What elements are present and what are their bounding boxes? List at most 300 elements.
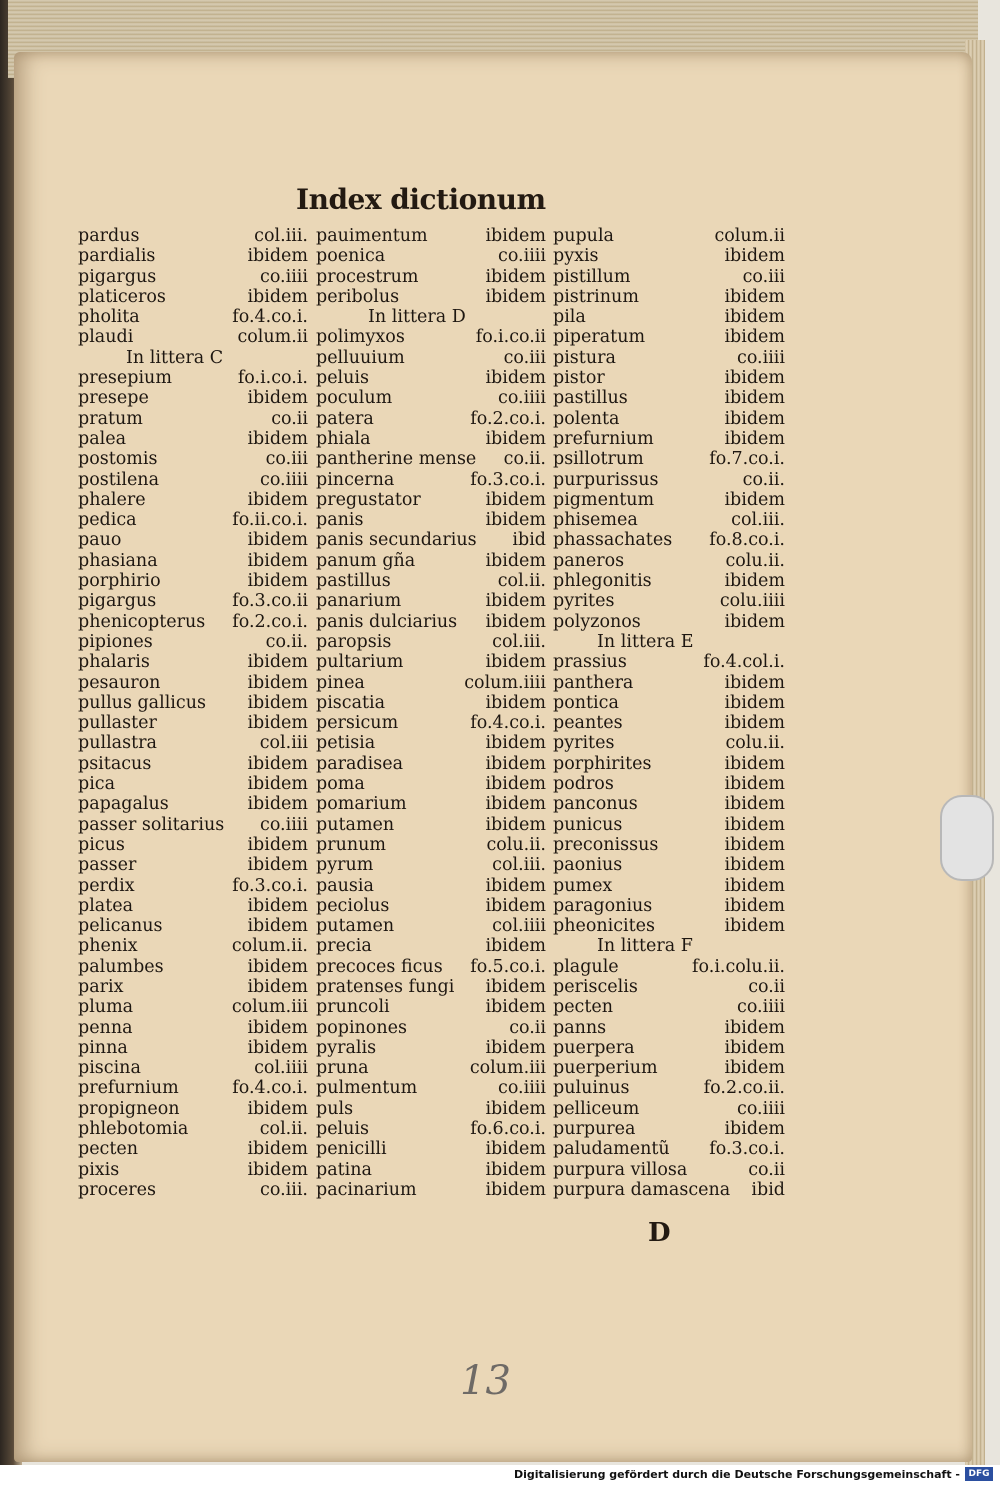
index-word: puerpera [553, 1037, 635, 1058]
index-word: porphirio [78, 571, 161, 592]
index-entry [78, 876, 308, 896]
index-entry [316, 774, 546, 794]
index-word: phlegonitis [553, 571, 652, 592]
index-word: pigargus [78, 591, 157, 612]
index-reference: ibidem [485, 1159, 546, 1180]
index-word: puls [316, 1098, 354, 1119]
index-reference: ibidem [247, 489, 308, 510]
section-heading [78, 348, 308, 368]
index-entry [553, 1119, 785, 1139]
index-word: presepe [78, 388, 149, 409]
index-reference: fo.4.col.i. [703, 652, 785, 673]
index-reference: co.iii [742, 266, 785, 287]
index-reference: ibidem [485, 692, 546, 713]
index-reference: ibidem [247, 692, 308, 713]
index-entry [78, 1139, 308, 1159]
index-entry [553, 226, 785, 246]
index-word: patera [316, 408, 374, 429]
index-word: psitacus [78, 753, 152, 774]
index-entry [316, 591, 546, 611]
index-entry [316, 916, 546, 936]
index-word: postilena [78, 469, 160, 490]
color-tab-marker [940, 795, 994, 881]
index-reference: ibidem [724, 307, 785, 328]
index-word: putamen [316, 916, 395, 937]
index-reference: co.ii [748, 1159, 785, 1180]
index-reference: ibidem [247, 388, 308, 409]
index-entry [553, 530, 785, 550]
index-reference: ibidem [247, 428, 308, 449]
index-reference: colum.iii [469, 1058, 546, 1079]
index-reference: ibid [512, 530, 546, 551]
index-reference: co.ii [748, 976, 785, 997]
index-word: poma [316, 774, 365, 795]
index-entry [316, 388, 546, 408]
index-entry [78, 246, 308, 266]
index-reference: fo.2.co.i. [470, 408, 546, 429]
index-entry [78, 652, 308, 672]
index-entry [553, 327, 785, 347]
index-entry [553, 571, 785, 591]
index-entry [316, 835, 546, 855]
index-word: phlebotomia [78, 1119, 189, 1140]
index-reference: co.ii [509, 1017, 546, 1038]
index-entry [316, 348, 546, 368]
index-entry [316, 673, 546, 693]
index-entry [78, 977, 308, 997]
index-reference: fo.i.colu.ii. [692, 956, 785, 977]
index-entry [78, 794, 308, 814]
index-word: pumex [553, 875, 613, 896]
index-reference: ibidem [485, 997, 546, 1018]
index-reference: ibidem [247, 1139, 308, 1160]
index-reference: ibidem [247, 1037, 308, 1058]
index-word: propigneon [78, 1098, 180, 1119]
index-entry [78, 490, 308, 510]
index-reference: ibidem [247, 794, 308, 815]
index-word: pratenses fungi [316, 976, 455, 997]
index-reference: col.ii. [497, 571, 546, 592]
index-word: pardus [78, 226, 140, 246]
index-word: pastillus [553, 388, 628, 409]
index-reference: ibidem [724, 286, 785, 307]
index-word: papagalus [78, 794, 169, 815]
index-entry [316, 449, 546, 469]
index-reference: ibidem [485, 875, 546, 896]
index-word: presepium [78, 368, 172, 389]
index-entry [553, 957, 785, 977]
index-entry [553, 1038, 785, 1058]
index-word: panthera [553, 672, 634, 693]
index-word: pelicanus [78, 916, 163, 937]
index-reference: ibidem [485, 774, 546, 795]
index-reference: ibidem [724, 489, 785, 510]
index-word: pyrum [316, 855, 374, 876]
index-reference: col.iii. [492, 855, 546, 876]
index-entry [316, 490, 546, 510]
index-entry [78, 936, 308, 956]
index-reference: ibidem [485, 550, 546, 571]
dfg-logo: DFG [965, 1467, 993, 1481]
index-reference: ibidem [485, 936, 546, 957]
index-entry [316, 571, 546, 591]
index-reference: ibidem [485, 428, 546, 449]
index-word: pullus gallicus [78, 692, 206, 713]
index-word: piscina [78, 1058, 141, 1079]
index-word: patina [316, 1159, 372, 1180]
index-entry [316, 429, 546, 449]
index-word: plaudi [78, 327, 134, 348]
index-word: pistrinum [553, 286, 639, 307]
index-reference: fo.2.co.i. [232, 611, 308, 632]
index-word: perdix [78, 875, 135, 896]
index-entry [316, 612, 546, 632]
index-entry [316, 551, 546, 571]
index-entry [553, 267, 785, 287]
index-entry [316, 327, 546, 347]
index-reference: ibidem [724, 1119, 785, 1140]
index-word: plagule [553, 956, 619, 977]
index-word: phiala [316, 428, 371, 449]
index-reference: col.ii. [259, 1119, 308, 1140]
index-word: palumbes [78, 956, 164, 977]
index-reference: ibidem [247, 652, 308, 673]
index-entry [78, 470, 308, 490]
index-reference: col.iii [259, 733, 308, 754]
index-word: passer solitarius [78, 814, 225, 835]
index-entry [553, 713, 785, 733]
index-entry [78, 815, 308, 835]
index-entry [553, 470, 785, 490]
index-word: pausia [316, 875, 374, 896]
index-word: panis secundarius [316, 530, 477, 551]
index-word: postomis [78, 449, 158, 470]
index-word: pyrites [553, 591, 615, 612]
index-word: pecten [553, 997, 614, 1018]
index-reference: ibidem [485, 510, 546, 531]
pencil-folio-text: 13 [460, 1358, 511, 1404]
index-entry [553, 876, 785, 896]
index-word: poenica [316, 246, 386, 267]
index-word: popinones [316, 1017, 407, 1038]
index-entry [553, 1078, 785, 1098]
index-word: phenicopterus [78, 611, 206, 632]
index-entry [553, 1099, 785, 1119]
index-word: pardialis [78, 246, 156, 267]
index-word: phasiana [78, 550, 158, 571]
index-word: In littera E [597, 631, 694, 652]
index-reference: ibidem [247, 286, 308, 307]
index-word: pigargus [78, 266, 157, 287]
index-entry [553, 733, 785, 753]
index-entry [553, 490, 785, 510]
index-entry [78, 835, 308, 855]
index-entry [78, 429, 308, 449]
index-word: platiceros [78, 286, 166, 307]
index-reference: fo.3.co.i. [709, 1139, 785, 1160]
index-entry [553, 510, 785, 530]
index-reference: co.iiii [260, 266, 308, 287]
index-reference: ibidem [724, 753, 785, 774]
index-reference: ibidem [247, 774, 308, 795]
index-word: prunum [316, 834, 386, 855]
index-word: piscatia [316, 692, 386, 713]
index-word: pholita [78, 307, 140, 328]
index-word: precoces ficus [316, 956, 443, 977]
index-entry [553, 997, 785, 1017]
index-reference: ibidem [724, 1017, 785, 1038]
index-entry [553, 1160, 785, 1180]
index-word: palea [78, 428, 127, 449]
index-entry [316, 246, 546, 266]
index-reference: ibidem [724, 713, 785, 734]
index-entry [78, 1078, 308, 1098]
index-word: puerperium [553, 1058, 658, 1079]
index-reference: co.iii. [260, 1179, 308, 1200]
index-entry [553, 652, 785, 672]
index-word: persicum [316, 713, 399, 734]
index-word: peribolus [316, 286, 400, 307]
index-reference: ibidem [724, 408, 785, 429]
index-entry [78, 591, 308, 611]
index-word: In littera F [597, 936, 693, 957]
index-entry [78, 287, 308, 307]
index-reference: ibidem [485, 286, 546, 307]
index-word: pregustator [316, 489, 421, 510]
index-entry [316, 1078, 546, 1098]
index-reference: ibidem [485, 1179, 546, 1200]
index-word: phalaris [78, 652, 150, 673]
index-entry [78, 733, 308, 753]
index-entry [78, 571, 308, 591]
index-reference: ibidem [724, 611, 785, 632]
index-entry [553, 551, 785, 571]
index-word: pultarium [316, 652, 404, 673]
index-word: pauimentum [316, 226, 428, 246]
index-word: psillotrum [553, 449, 644, 470]
index-word: prefurnium [78, 1078, 179, 1099]
index-reference: ibidem [485, 266, 546, 287]
index-entry [316, 368, 546, 388]
index-reference: ibidem [247, 753, 308, 774]
index-reference: colu.ii. [486, 834, 546, 855]
index-entry [78, 327, 308, 347]
index-reference: ibidem [485, 814, 546, 835]
index-column-1 [78, 226, 308, 1200]
index-word: panis dulciarius [316, 611, 458, 632]
index-word: pupula [553, 226, 614, 246]
index-word: pincerna [316, 469, 395, 490]
index-word: panis [316, 510, 364, 531]
index-reference: ibidem [724, 388, 785, 409]
index-reference: co.iiii [498, 388, 546, 409]
index-word: polimyxos [316, 327, 405, 348]
index-word: In littera D [368, 307, 466, 328]
index-entry [316, 632, 546, 652]
index-entry [78, 916, 308, 936]
index-word: prefurnium [553, 428, 654, 449]
index-word: pistor [553, 368, 605, 389]
index-reference: ibidem [724, 327, 785, 348]
index-reference: ibidem [247, 834, 308, 855]
index-word: podros [553, 774, 614, 795]
index-entry [316, 1099, 546, 1119]
index-entry [316, 754, 546, 774]
index-reference: ibidem [724, 794, 785, 815]
index-reference: fo.4.co.i. [232, 1078, 308, 1099]
index-word: phenix [78, 936, 138, 957]
pencil-folio-mark [458, 1352, 511, 1404]
index-word: piperatum [553, 327, 646, 348]
index-reference: ibidem [247, 976, 308, 997]
index-entry [78, 1160, 308, 1180]
index-reference: co.iiii [737, 1098, 785, 1119]
index-word: polenta [553, 408, 620, 429]
index-reference: colum.ii [237, 327, 308, 348]
index-entry [78, 409, 308, 429]
index-word: puluinus [553, 1078, 630, 1099]
index-reference: ibidem [724, 571, 785, 592]
index-entry [78, 1058, 308, 1078]
index-reference: ibidem [724, 855, 785, 876]
index-word: pheonicites [553, 916, 656, 937]
index-word: porphirites [553, 753, 652, 774]
index-word: pinna [78, 1037, 128, 1058]
index-entry [553, 693, 785, 713]
index-reference: ibidem [247, 246, 308, 267]
index-entry [316, 1018, 546, 1038]
index-reference: col.iii. [492, 631, 546, 652]
index-entry [553, 388, 785, 408]
index-entry [316, 1180, 546, 1200]
index-reference: co.iiii [737, 997, 785, 1018]
index-word: procestrum [316, 266, 419, 287]
index-reference: ibidem [724, 814, 785, 835]
index-word: pyrites [553, 733, 615, 754]
index-entry [316, 693, 546, 713]
index-reference: co.ii. [503, 449, 546, 470]
index-word: pluma [78, 997, 134, 1018]
index-word: pipiones [78, 631, 153, 652]
index-reference: colu.iiii [719, 591, 785, 612]
index-reference: ibidem [724, 916, 785, 937]
index-entry [553, 835, 785, 855]
section-heading [553, 632, 785, 652]
index-reference: col.iii. [731, 510, 785, 531]
index-word: petisia [316, 733, 376, 754]
index-entry [553, 794, 785, 814]
page-title: Index dictionum [296, 183, 546, 216]
index-word: pruncoli [316, 997, 390, 1018]
index-reference: ibidem [485, 895, 546, 916]
index-word: paludamentũ [553, 1139, 670, 1160]
index-reference: fo.2.co.ii. [703, 1078, 785, 1099]
index-entry [316, 530, 546, 550]
index-reference: ibidem [247, 855, 308, 876]
index-word: periscelis [553, 976, 638, 997]
index-reference: col.iiii [492, 916, 546, 937]
index-entry [553, 449, 785, 469]
index-entry [553, 855, 785, 875]
index-entry [553, 429, 785, 449]
index-word: pixis [78, 1159, 120, 1180]
index-word: proceres [78, 1179, 156, 1200]
index-word: pelliceum [553, 1098, 640, 1119]
index-entry [553, 774, 785, 794]
index-reference: ibidem [724, 692, 785, 713]
index-entry [316, 1139, 546, 1159]
index-reference: ibidem [724, 368, 785, 389]
index-reference: ibidem [724, 672, 785, 693]
index-entry [78, 612, 308, 632]
index-entry [553, 815, 785, 835]
index-word: panarium [316, 591, 402, 612]
index-entry [78, 957, 308, 977]
index-entry [316, 896, 546, 916]
index-word: phalere [78, 489, 146, 510]
index-entry [78, 1038, 308, 1058]
index-word: pyralis [316, 1037, 377, 1058]
index-reference: ibidem [485, 489, 546, 510]
index-entry [553, 916, 785, 936]
index-word: panns [553, 1017, 607, 1038]
index-word: pantherine mense [316, 449, 477, 470]
section-heading [316, 307, 546, 327]
index-word: platea [78, 895, 134, 916]
index-reference: ibidem [485, 652, 546, 673]
index-entry [316, 510, 546, 530]
index-reference: ibidem [247, 916, 308, 937]
index-reference: fo.4.co.i. [470, 713, 546, 734]
index-entry [316, 226, 546, 246]
index-reference: col.iii. [254, 226, 308, 246]
index-reference: ibidem [724, 246, 785, 267]
index-word: pesauron [78, 672, 161, 693]
index-reference: ibidem [247, 713, 308, 734]
index-entry [553, 287, 785, 307]
index-entry [316, 936, 546, 956]
index-entry [553, 1180, 785, 1200]
index-reference: ibidem [247, 1159, 308, 1180]
index-reference: ibidem [724, 428, 785, 449]
index-word: pauo [78, 530, 122, 551]
index-entry [316, 287, 546, 307]
index-reference: ibidem [485, 1098, 546, 1119]
index-entry [553, 1018, 785, 1038]
index-word: pinea [316, 672, 365, 693]
index-entry [78, 896, 308, 916]
index-reference: ibidem [724, 774, 785, 795]
index-reference: ibidem [485, 226, 546, 246]
index-entry [316, 1119, 546, 1139]
index-word: precia [316, 936, 372, 957]
index-entry [78, 632, 308, 652]
index-word: pecten [78, 1139, 139, 1160]
index-word: panconus [553, 794, 638, 815]
index-entry [316, 1160, 546, 1180]
signature-mark: D [648, 1218, 671, 1248]
index-word: pacinarium [316, 1179, 417, 1200]
index-reference: ibid [751, 1179, 785, 1200]
index-word: picus [78, 834, 125, 855]
index-entry [553, 754, 785, 774]
index-word: pigmentum [553, 489, 655, 510]
index-entry [316, 815, 546, 835]
index-entry [78, 388, 308, 408]
index-entry [553, 1139, 785, 1159]
index-word: prassius [553, 652, 627, 673]
index-reference: colu.ii. [725, 550, 785, 571]
